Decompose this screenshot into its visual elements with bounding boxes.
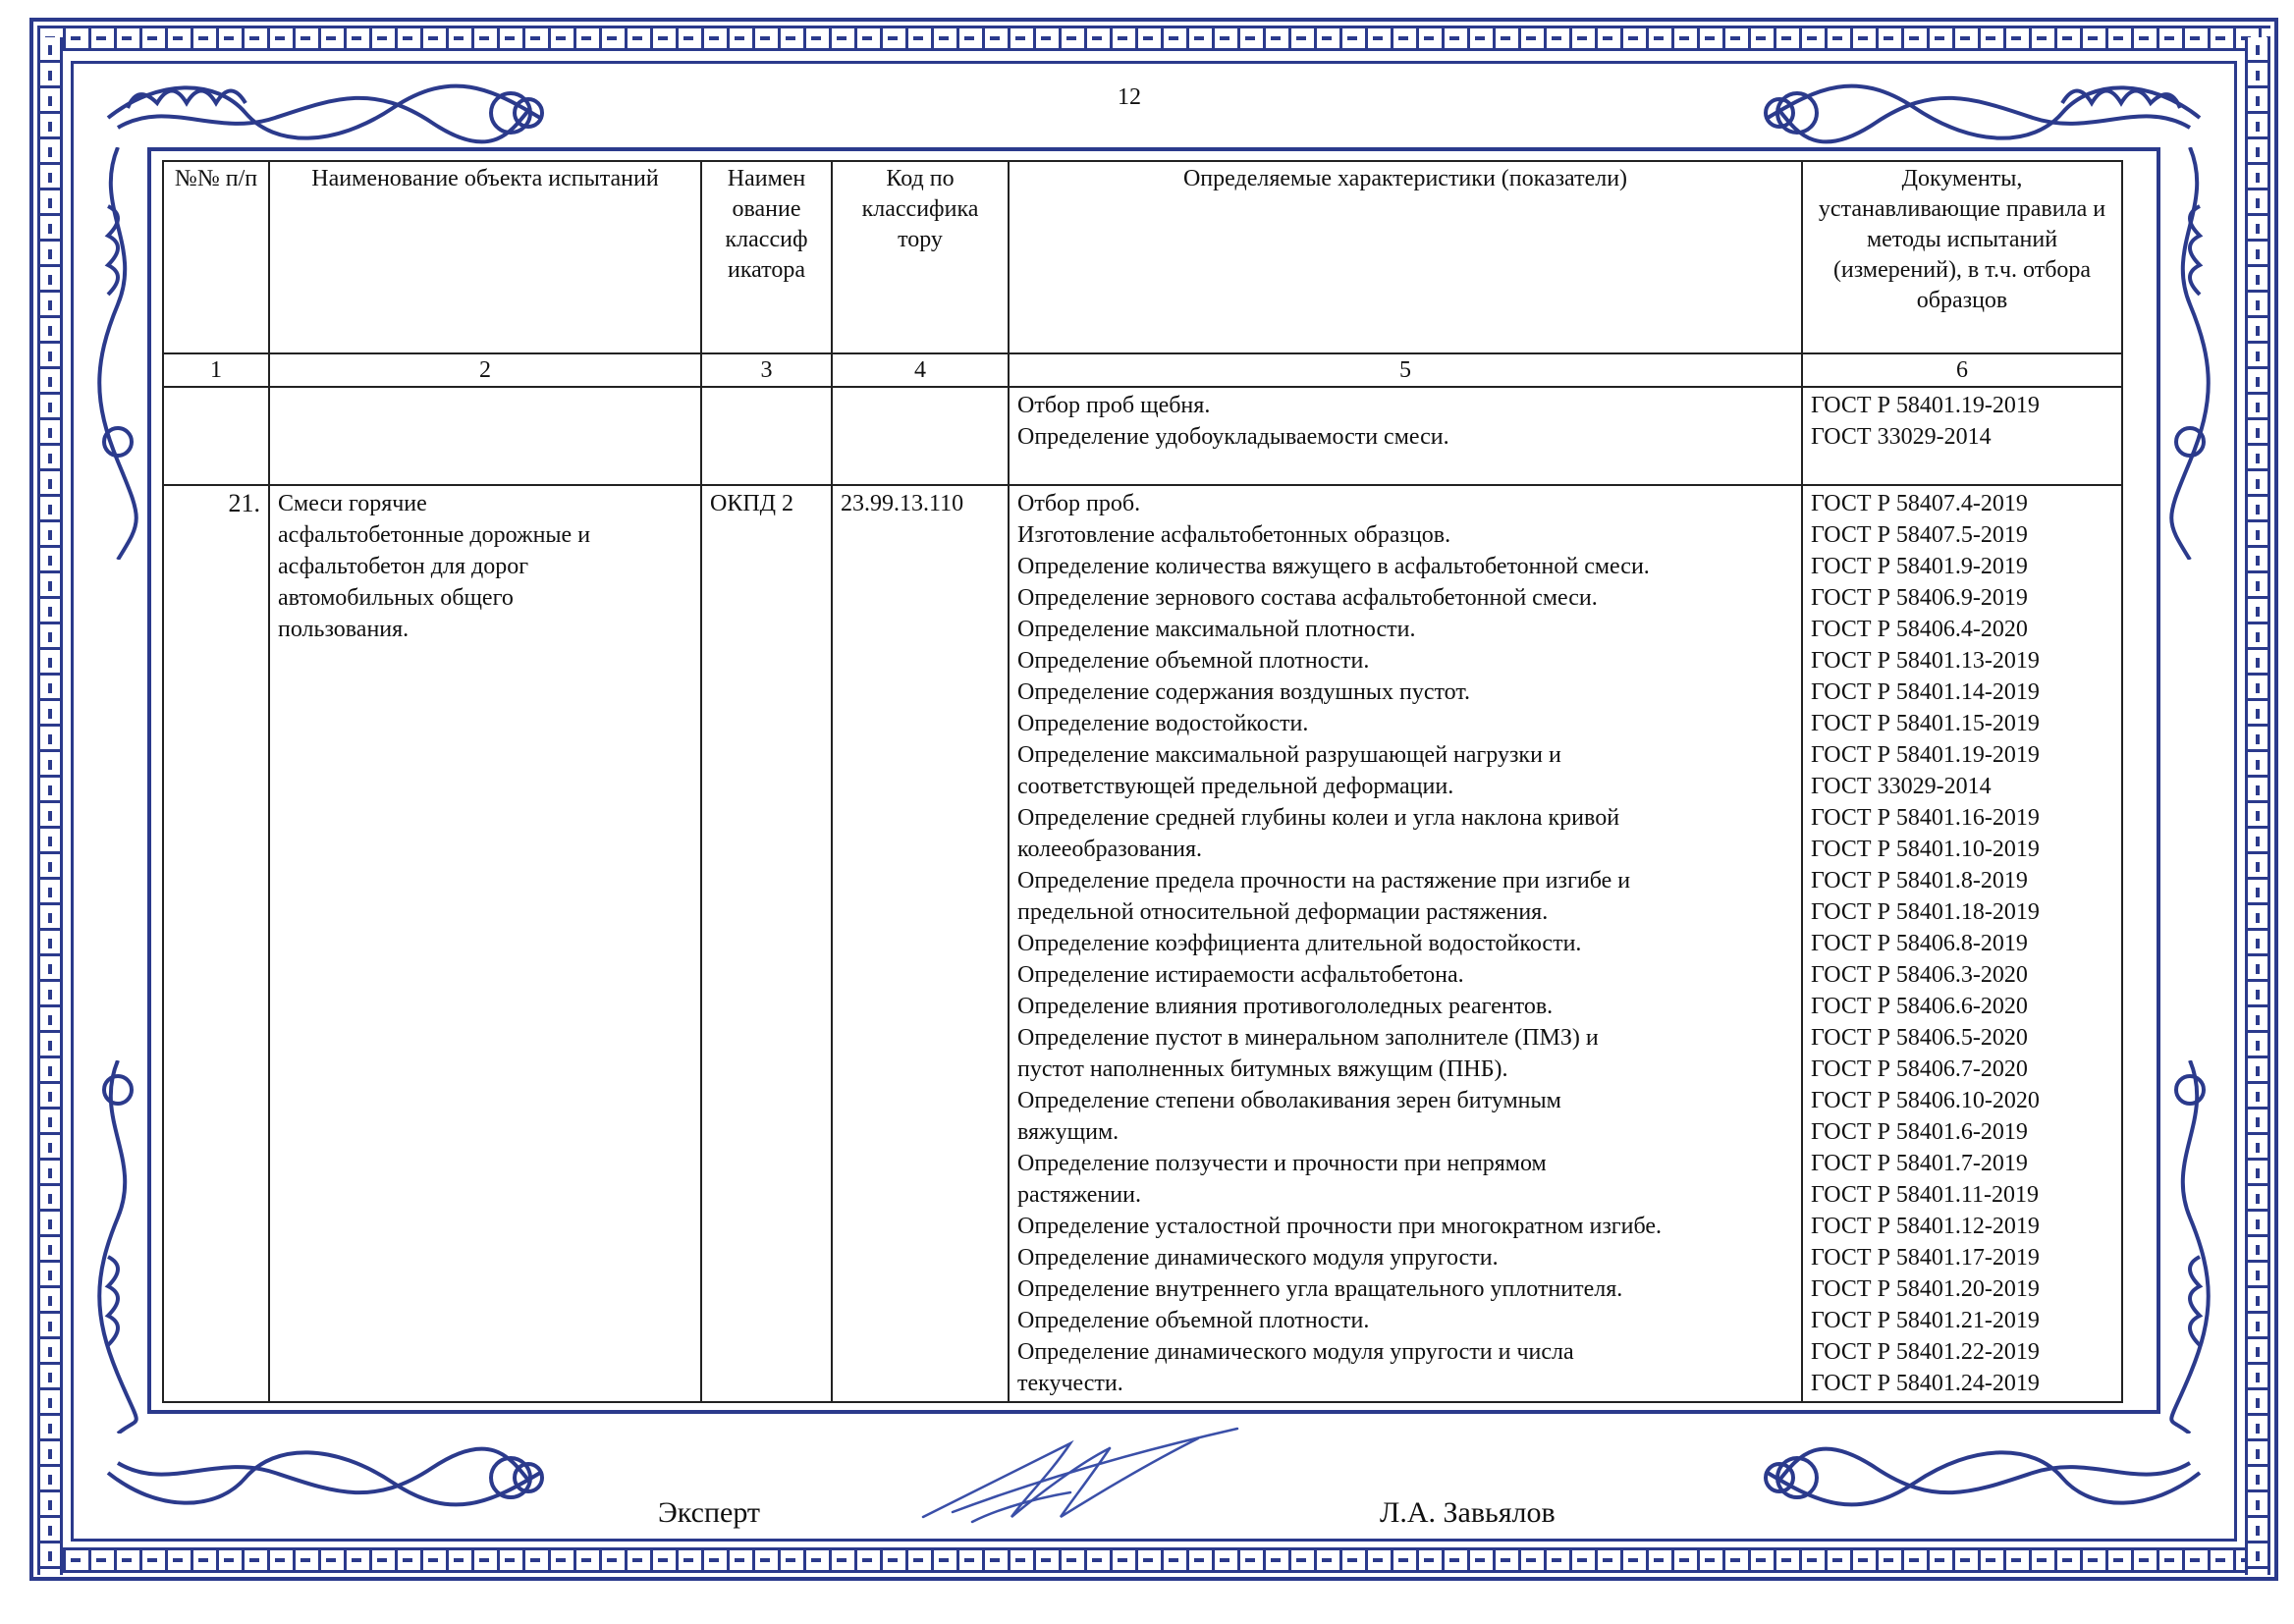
cell-line: ГОСТ Р 58401.11-2019: [1811, 1182, 2040, 1208]
column-number-row: [163, 353, 2122, 387]
cell-line: ГОСТ Р 58401.8-2019: [1811, 868, 2028, 893]
cell-line: Определение коэффициента длительной водостойкости.: [1017, 931, 1582, 956]
header-number: №№ п/п: [163, 161, 269, 353]
cell-line: ГОСТ Р 58407.5-2019: [1811, 522, 2028, 548]
cell-line: Отбор проб.: [1017, 491, 1141, 516]
cell-line: ГОСТ Р 58406.6-2020: [1811, 994, 2028, 1019]
cell-line: ГОСТ Р 58401.9-2019: [1811, 554, 2028, 579]
column-number: 6: [1802, 353, 2122, 387]
table-row-continuation: [163, 387, 2122, 485]
side-ornament-right-top: [2165, 147, 2214, 560]
corner-ornament-bottom-left: [98, 1443, 550, 1512]
cell-line: Определение степени обволакивания зерен битумным: [1017, 1088, 1561, 1113]
cell-line: ГОСТ Р 58401.15-2019: [1811, 711, 2040, 736]
row-number: 21.: [163, 485, 269, 1402]
expert-name: Л.А. Завьялов: [1380, 1496, 1556, 1529]
meander-border-right: [2245, 37, 2270, 1575]
cell-line: ГОСТ Р 58401.12-2019: [1811, 1214, 2040, 1239]
cell-line: ГОСТ Р 58401.13-2019: [1811, 648, 2040, 674]
cell-line: ГОСТ Р 58406.9-2019: [1811, 585, 2028, 611]
cell-line: Определение ползучести и прочности при непрямом: [1017, 1151, 1547, 1176]
cell-line: Определение динамического модуля упругости и числа: [1017, 1339, 1574, 1365]
cell-line: предельной относительной деформации растяжения.: [1017, 899, 1549, 925]
cell-line: Определение водостойкости.: [1017, 711, 1309, 736]
cell-line: колееобразования.: [1017, 837, 1203, 862]
column-number: 3: [701, 353, 832, 387]
cell-line: ГОСТ Р 58401.19-2019: [1811, 742, 2040, 768]
cell-line: ГОСТ 33029-2014: [1811, 774, 1992, 799]
header-documents: Документы, устанавливающие правила и методы испытаний (измерений), в т.ч. отбора образцов: [1802, 161, 2122, 353]
cell-line: асфальтобетон для дорог: [278, 554, 529, 579]
cell-line: растяжении.: [1017, 1182, 1141, 1208]
cell-line: ГОСТ Р 58406.7-2020: [1811, 1056, 2028, 1082]
column-number: 5: [1009, 353, 1802, 387]
page-number: 12: [1118, 84, 1141, 110]
cell-line: ГОСТ Р 58406.8-2019: [1811, 931, 2028, 956]
column-number: 2: [269, 353, 701, 387]
meander-border-left: [37, 37, 63, 1575]
cell-line: ГОСТ Р 58406.5-2020: [1811, 1025, 2028, 1051]
side-ornament-right-bottom: [2165, 1060, 2214, 1434]
header-classifier: Наимен ование классиф икатора: [701, 161, 832, 353]
documents-cell: ГОСТ Р 58401.19-2019 ГОСТ 33029-2014: [1802, 387, 2122, 485]
table-row-21: [163, 485, 2122, 1402]
header-code: Код по классифика тору: [832, 161, 1009, 353]
cell-line: вяжущим.: [1017, 1119, 1120, 1145]
cell-line: ГОСТ Р 58401.16-2019: [1811, 805, 2040, 831]
cell-line: Определение истираемости асфальтобетона.: [1017, 962, 1464, 988]
cell-line: Определение объемной плотности.: [1017, 1308, 1370, 1333]
cell-line: Определение средней глубины колеи и угла наклона кривой: [1017, 805, 1620, 831]
cell-line: ГОСТ Р 58401.24-2019: [1811, 1371, 2040, 1396]
meander-border-bottom: [37, 1547, 2270, 1573]
side-ornament-left-bottom: [93, 1060, 142, 1434]
cell-line: ГОСТ Р 58401.18-2019: [1811, 899, 2040, 925]
cell-line: ГОСТ Р 58406.10-2020: [1811, 1088, 2040, 1113]
object-name-cell: [269, 485, 701, 1402]
cell-line: ГОСТ Р 58401.20-2019: [1811, 1276, 2040, 1302]
cell-line: ГОСТ Р 58407.4-2019: [1811, 491, 2028, 516]
meander-border-top: [37, 26, 2270, 51]
cell-line: Определение количества вяжущего в асфальтобетонной смеси.: [1017, 554, 1650, 579]
cell-line: ГОСТ Р 58401.14-2019: [1811, 679, 2040, 705]
cell-line: Определение усталостной прочности при многократном изгибе.: [1017, 1214, 1663, 1239]
documents-cell: [1802, 485, 2122, 1402]
cell-line: ГОСТ Р 58401.7-2019: [1811, 1151, 2028, 1176]
cell-line: пользования.: [278, 617, 410, 642]
accreditation-scope-table: [162, 160, 2123, 1403]
cell-line: Определение максимальной разрушающей нагрузки и: [1017, 742, 1561, 768]
cell-line: соответствующей предельной деформации.: [1017, 774, 1454, 799]
corner-ornament-top-left: [98, 79, 550, 147]
handwritten-signature: [913, 1424, 1247, 1532]
corner-ornament-bottom-right: [1758, 1443, 2210, 1512]
column-number: 1: [163, 353, 269, 387]
header-characteristics: Определяемые характеристики (показатели): [1009, 161, 1802, 353]
cell-line: Определение внутреннего угла вращательного уплотнителя.: [1017, 1276, 1623, 1302]
cell-line: текучести.: [1017, 1371, 1123, 1396]
expert-label: Эксперт: [658, 1496, 761, 1529]
cell-line: ГОСТ Р 58406.3-2020: [1811, 962, 2028, 988]
corner-ornament-top-right: [1758, 79, 2210, 147]
cell-line: Определение зернового состава асфальтобетонной смеси.: [1017, 585, 1598, 611]
cell-line: Определение содержания воздушных пустот.: [1017, 679, 1471, 705]
cell-line: ГОСТ Р 58401.17-2019: [1811, 1245, 2040, 1271]
cell-line: Определение динамического модуля упругости.: [1017, 1245, 1499, 1271]
cell-line: ГОСТ Р 58401.22-2019: [1811, 1339, 2040, 1365]
cell-line: автомобильных общего: [278, 585, 514, 611]
header-object: Наименование объекта испытаний: [269, 161, 701, 353]
column-number: 4: [832, 353, 1009, 387]
classifier-cell: ОКПД 2: [701, 485, 832, 1402]
cell-line: Смеси горячие: [278, 491, 427, 516]
cell-line: асфальтобетонные дорожные и: [278, 522, 591, 548]
cell-line: Изготовление асфальтобетонных образцов.: [1017, 522, 1451, 548]
cell-line: ГОСТ Р 58401.21-2019: [1811, 1308, 2040, 1333]
code-cell: 23.99.13.110: [832, 485, 1009, 1402]
cell-line: ГОСТ Р 58401.6-2019: [1811, 1119, 2028, 1145]
cell-line: Определение влияния противогололедных реагентов.: [1017, 994, 1554, 1019]
characteristics-cell: [1009, 485, 1802, 1402]
characteristics-cell: Отбор проб щебня. Определение удобоукладываемости смеси.: [1009, 387, 1802, 485]
cell-line: ГОСТ Р 58406.4-2020: [1811, 617, 2028, 642]
cell-line: Определение пустот в минеральном заполнителе (ПМЗ) и: [1017, 1025, 1599, 1051]
cell-line: ГОСТ Р 58401.10-2019: [1811, 837, 2040, 862]
table-header-row: [163, 161, 2122, 353]
cell-line: Определение объемной плотности.: [1017, 648, 1370, 674]
cell-line: пустот наполненных битумных вяжущим (ПНБ).: [1017, 1056, 1508, 1082]
cell-line: Определение максимальной плотности.: [1017, 617, 1416, 642]
cell-line: Определение предела прочности на растяжение при изгибе и: [1017, 868, 1631, 893]
side-ornament-left-top: [93, 147, 142, 560]
